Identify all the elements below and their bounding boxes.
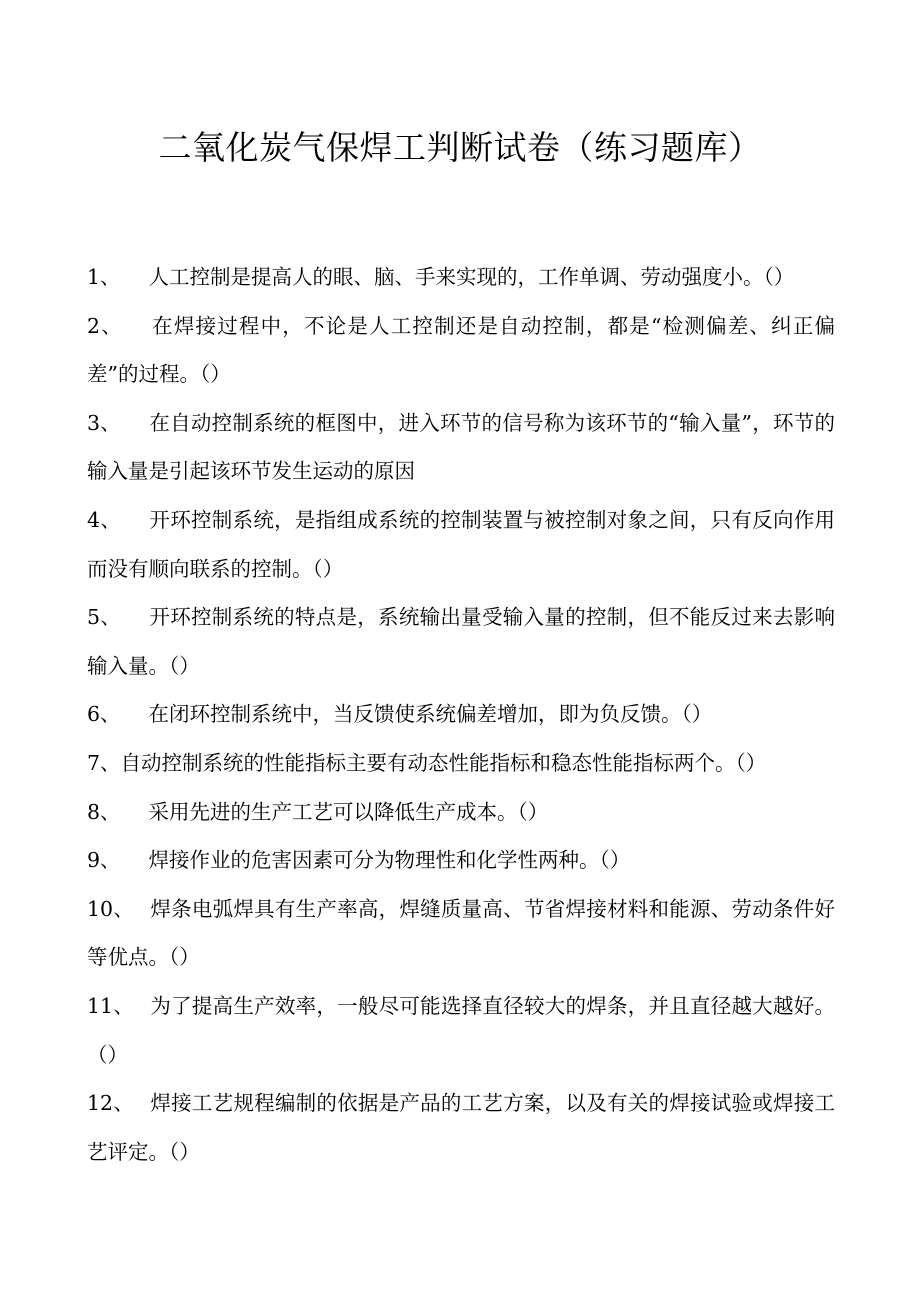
- question-text: 在焊接过程中，不论是人工控制还是自动控制，都是“检测偏差、纠正偏差”的过程。（）: [87, 313, 836, 387]
- question-text: 自动控制系统的性能指标主要有动态性能指标和稳态性能指标两个。（）: [120, 750, 767, 775]
- page-title: 二氧化炭气保焊工判断试卷（练习题库）: [158, 128, 762, 167]
- question-item: [87, 788, 835, 837]
- question-item: [87, 399, 835, 496]
- question-item: [87, 253, 835, 302]
- question-text: 采用先进的生产工艺可以降低生产成本。（）: [148, 799, 549, 824]
- question-text: 在自动控制系统的框图中，进入环节的信号称为该环节的“输入量”，环节的输入量是引起该环节发生运动的原因: [87, 410, 835, 484]
- question-number: 6、: [87, 702, 121, 727]
- question-number: 3、: [87, 410, 122, 435]
- question-list: [87, 253, 835, 1176]
- question-item: [87, 982, 835, 1079]
- question-item: [87, 302, 835, 399]
- question-text: 人工控制是提高人的眼、脑、手来实现的，工作单调、劳动强度小。（）: [148, 265, 795, 289]
- question-text: 焊接作业的危害因素可分为物理性和化学性两种。（）: [148, 848, 631, 873]
- question-item: [87, 496, 835, 593]
- question-text: 焊条电弧焊具有生产率高，焊缝质量高、节省焊接材料和能源、劳动条件好等优点。（）: [87, 896, 836, 970]
- question-item: [87, 739, 835, 788]
- question-item: [87, 885, 835, 982]
- question-number: 8、: [87, 799, 121, 824]
- question-text: 焊接工艺规程编制的依据是产品的工艺方案，以及有关的焊接试验或焊接工艺评定。（）: [87, 1091, 836, 1164]
- question-number: 2、: [87, 313, 123, 338]
- question-item: [87, 1079, 835, 1176]
- question-number: 5、: [87, 605, 122, 630]
- question-item: [87, 593, 835, 690]
- question-number: 7、: [87, 750, 121, 775]
- question-item: [87, 836, 835, 885]
- question-text: 开环控制系统，是指组成系统的控制装置与被控制对象之间，只有反向作用而没有顺向联系的控制。（）: [87, 507, 836, 581]
- question-number: 1、: [87, 265, 121, 289]
- question-number: 11、: [87, 993, 135, 1018]
- question-text: 在闭环控制系统中，当反馈使系统偏差增加，即为负反馈。（）: [148, 702, 713, 727]
- question-number: 9、: [87, 848, 121, 873]
- question-item: [87, 690, 835, 739]
- question-number: 10、: [87, 896, 135, 921]
- question-number: 4、: [87, 507, 122, 532]
- question-text: 为了提高生产效率，一般尽可能选择直径较大的焊条，并且直径越大越好。（）: [87, 993, 836, 1067]
- question-text: 开环控制系统的特点是，系统输出量受输入量的控制，但不能反过来去影响输入量。（）: [87, 605, 836, 678]
- question-number: 12、: [87, 1091, 135, 1116]
